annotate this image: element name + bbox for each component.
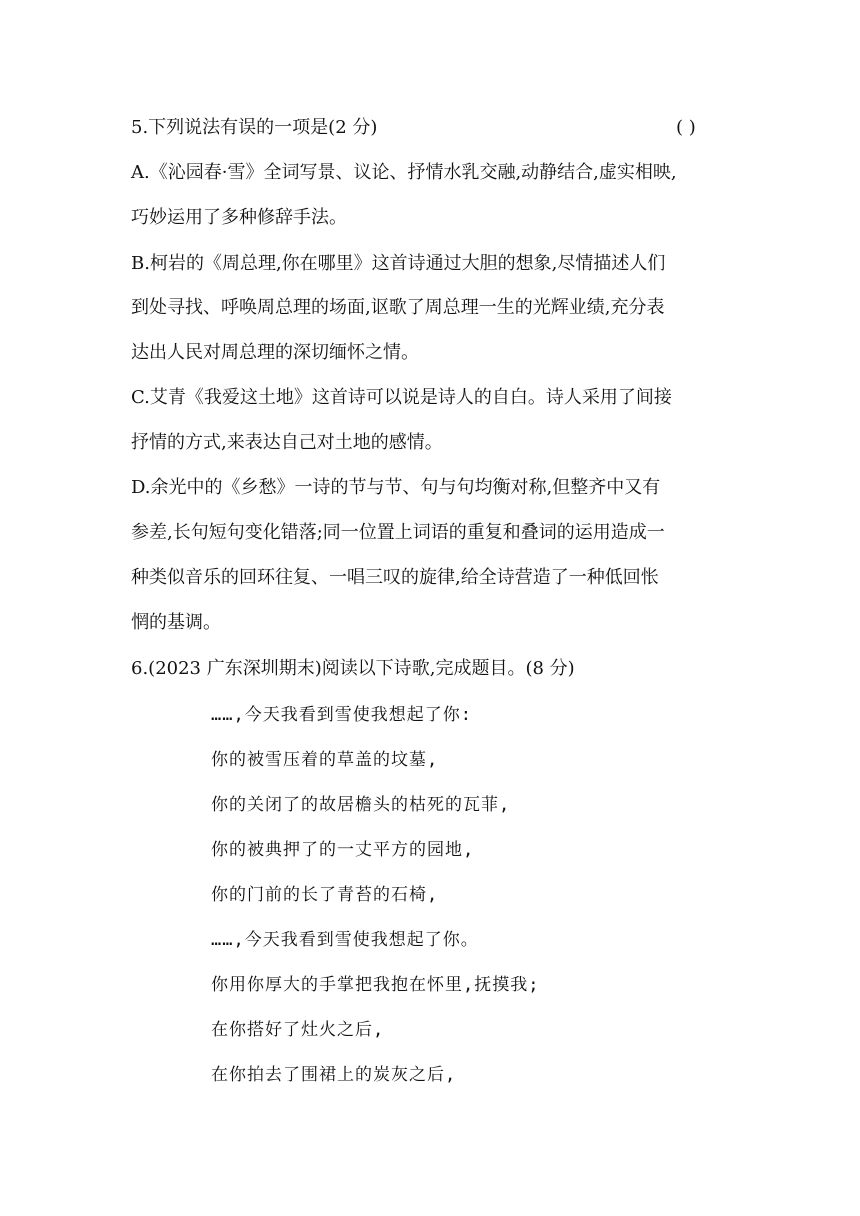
poem-line: 你的被雪压着的草盖的坟墓, [211, 750, 439, 770]
option-a-line-2: 巧妙运用了多种修辞手法。 [131, 207, 347, 228]
question-6-stem: 6.(2023 广东深圳期末)阅读以下诗歌,完成题目。(8 分) [131, 658, 575, 679]
poem-line: ……,今天我看到雪使我想起了你: [211, 705, 472, 725]
poem-line: 在你搭好了灶火之后, [211, 1020, 385, 1040]
option-a-line-1: A.《沁园春·雪》全词写景、议论、抒情水乳交融,动静结合,虚实相映, [131, 162, 677, 183]
option-b-line-3: 达出人民对周总理的深切缅怀之情。 [131, 342, 419, 363]
poem-line: 你用你厚大的手掌把我抱在怀里,抚摸我; [211, 975, 540, 995]
option-d-line-4: 惘的基调。 [131, 612, 221, 633]
poem-line: 在你拍去了围裙上的炭灰之后, [211, 1065, 457, 1085]
option-d-line-2: 参差,长句短句变化错落;同一位置上词语的重复和叠词的运用造成一 [131, 522, 665, 543]
poem-line: 你的关闭了的故居檐头的枯死的瓦菲, [211, 795, 511, 815]
option-c-line-1: C.艾青《我爱这土地》这首诗可以说是诗人的自白。诗人采用了间接 [131, 387, 672, 408]
poem-line: 你的被典押了的一丈平方的园地, [211, 840, 475, 860]
answer-blank: ( ) [676, 117, 696, 138]
option-c-line-2: 抒情的方式,来表达自己对土地的感情。 [131, 432, 443, 453]
question-5-stem: 5.下列说法有误的一项是(2 分) [131, 117, 378, 138]
option-d-line-1: D.余光中的《乡愁》一诗的节与节、句与句均衡对称,但整齐中又有 [131, 477, 661, 498]
option-b-line-1: B.柯岩的《周总理,你在哪里》这首诗通过大胆的想象,尽情描述人们 [131, 253, 666, 274]
poem-line: ……,今天我看到雪使我想起了你。 [211, 930, 479, 950]
option-b-line-2: 到处寻找、呼唤周总理的场面,讴歌了周总理一生的光辉业绩,充分表 [131, 297, 665, 318]
poem-line: 你的门前的长了青苔的石椅, [211, 885, 439, 905]
option-d-line-3: 种类似音乐的回环往复、一唱三叹的旋律,给全诗营造了一种低回怅 [131, 567, 659, 588]
